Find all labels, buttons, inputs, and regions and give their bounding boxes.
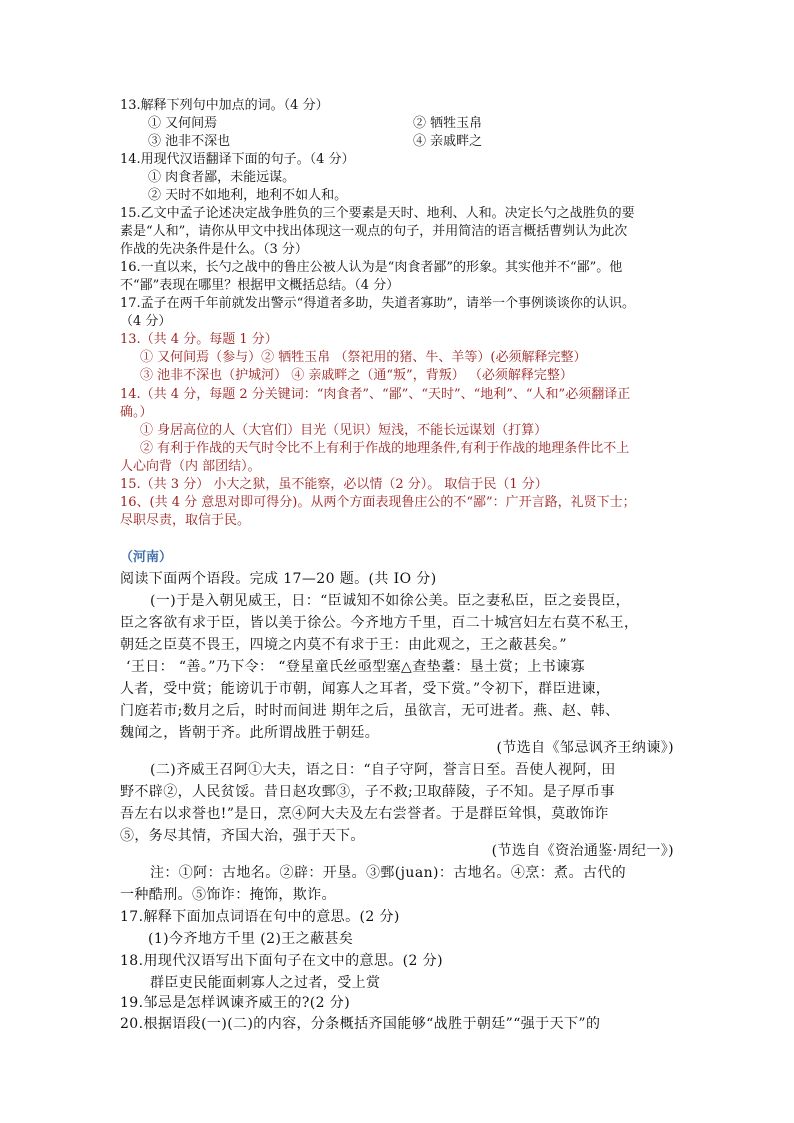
question-18-henan: 18.用现代汉语写出下面句子在文中的意思。(2 分) <box>120 953 443 969</box>
passage-1-source: (节选自《邹忌讽齐王纳谏》) <box>496 740 674 756</box>
passage-1-line-1: (一)于是入朝见威王，日：“臣诚知不如徐公美。臣之妻私臣，臣之妾畏臣， <box>150 593 631 609</box>
q13-item-3: ③ 池非不深也 <box>148 134 231 149</box>
question-17-line-2: （4 分） <box>120 314 172 329</box>
henan-intro: 阅读下面两个语段。完成 17—20 题。(共 IO 分) <box>120 571 437 587</box>
notes-line-1: 注：①阿：古地名。②辟：开垦。③鄄(juan)：古地名。④烹：煮。古代的 <box>150 865 627 881</box>
passage-1-line-6: 门庭若市;数月之后，时时而间进 期年之后，虽欲言，无可进者。燕、赵、韩、 <box>120 703 620 719</box>
passage-2-source: (节选自《资治通鉴·周纪一》) <box>491 843 674 859</box>
question-18-henan-sentence: 群臣吏民能面刺寡人之过者，受上赏 <box>150 975 381 991</box>
q13-item-2: ② 牺牲玉帛 <box>413 116 483 131</box>
answer-16-line-1: 16、(共 4 分 意思对即可得分)。从两个方面表现鲁庄公的不“鄙”：广开言路，礼贤下士； <box>120 495 636 510</box>
question-14: 14.用现代汉语翻译下面的句子。（4 分） <box>120 152 355 167</box>
passage-1-line-7: 魏闻之，皆朝于齐。此所谓战胜于朝廷。 <box>120 725 380 741</box>
question-15-line-1: 15.乙文中孟子论述决定战争胜负的三个要素是天时、地利、人和。决定长勺之战胜负的要 <box>120 206 635 221</box>
question-17-henan: 17.解释下面加点词语在句中的意思。(2 分) <box>120 909 400 925</box>
answer-14-item-1: ① 身居高位的人（大官们）目光（见识）短浅，不能长远谋划（打算） <box>140 423 548 438</box>
answer-14-line-1: 14.（共 4 分，每题 2 分关键词：“肉食者”、“鄙”、“天时”、“地利”、“人和”必须翻译正 <box>120 387 631 402</box>
passage-2-line-3: 吾左右以求誉也!”是日，烹④阿大夫及左右尝誉者。于是群臣耸惧，莫敢饰诈 <box>120 806 609 822</box>
question-15-line-3: 作战的先决条件是什么。（3 分） <box>120 242 308 257</box>
answer-15: 15.（共 3 分） 小大之狱，虽不能察，必以情（2 分）。 取信于民（1 分） <box>120 477 548 492</box>
section-heading-henan: （河南） <box>120 550 173 565</box>
passage-1-line-2: 臣之客欲有求于臣，皆以美于徐公。今齐地方千里，百二十城宫妇左右莫不私王， <box>120 615 639 631</box>
question-16-line-2: 不“鄙”表现在哪里？根据甲文概括总结。（4 分） <box>120 278 400 293</box>
passage-1-line-4: ‘王日： “善。”乃下令： “登星童氏丝亟型塞△查垫耋：垦土赏；上书谏寡 <box>126 659 585 675</box>
question-16-line-1: 16.一直以来，长勺之战中的鲁庄公被人认为是“肉食者鄙”的形象。其实他并不“鄙”。他 <box>120 260 623 275</box>
passage-1-line-3: 朝廷之臣莫不畏王，四境之内莫不有求于王：由此观之，王之蔽甚矣。” <box>120 637 567 653</box>
question-17-henan-items: (1)今齐地方千里 (2)王之蔽甚矣 <box>148 931 354 947</box>
passage-1-line-5: 人者，受中赏；能谤讥于市朝，闻寡人之耳者，受下赏。”令初下，群臣进谏， <box>120 681 611 697</box>
question-20-henan: 20.根据语段(一)(二)的内容，分条概括齐国能够“战胜于朝廷”“强于天下”的 <box>120 1016 601 1032</box>
q13-item-4: ④ 亲戚畔之 <box>413 134 483 149</box>
q14-item-2: ② 天时不如地利，地利不如人和。 <box>148 188 348 203</box>
notes-line-2: 一种酷刑。⑤饰诈：掩饰，欺诈。 <box>120 887 336 903</box>
q14-item-1: ① 肉食者鄙，未能远谋。 <box>148 170 296 185</box>
question-19-henan: 19.邹忌是怎样讽谏齐威王的?(2 分) <box>120 995 351 1011</box>
answer-13-line-1: ① 又何间焉（参与）② 牺牲玉帛 （祭祀用的猪、牛、羊等）(必须解释完整） <box>140 350 587 365</box>
q13-item-1: ① 又何间焉 <box>148 116 218 131</box>
answer-13-line-2: ③ 池非不深也（护城河） ④ 亲戚畔之（通“叛”，背叛） （必须解释完整） <box>140 368 573 383</box>
passage-2-line-1: (二)齐威王召阿①大夫，语之日：“自子守阿，誉言日至。吾使人视阿，田 <box>150 762 616 778</box>
answer-13: 13.（共 4 分。每题 1 分） <box>120 332 278 347</box>
question-17-line-1: 17.孟子在两千年前就发出警示“得道者多助，失道者寡助”，请举一个事例谈谈你的认识。 <box>120 296 635 311</box>
question-15-line-2: 素是“人和”，请你从甲文中找出体现这一观点的句子，并用简洁的语言概括曹刿认为此次 <box>120 224 628 239</box>
answer-16-line-2: 尽职尽责，取信于民。 <box>120 513 251 528</box>
answer-14-item-2: ② 有利于作战的天气时令比不上有利于作战的地理条件,有利于作战的地理条件比不上 <box>140 441 630 456</box>
question-13: 13.解释下列句中加点的词。（4 分） <box>120 98 329 113</box>
passage-2-line-2: 野不辟②，人民贫馁。昔日赵攻鄄③，子不救;卫取薛陵，子不知。是子厚币事 <box>120 784 615 800</box>
answer-14-line-2: 确。） <box>120 405 153 420</box>
answer-14-item-2-cont: 人心向背（内 部团结）。 <box>120 459 261 474</box>
passage-2-line-4: ⑤，务尽其情，齐国大治，强于天下。 <box>120 828 365 844</box>
